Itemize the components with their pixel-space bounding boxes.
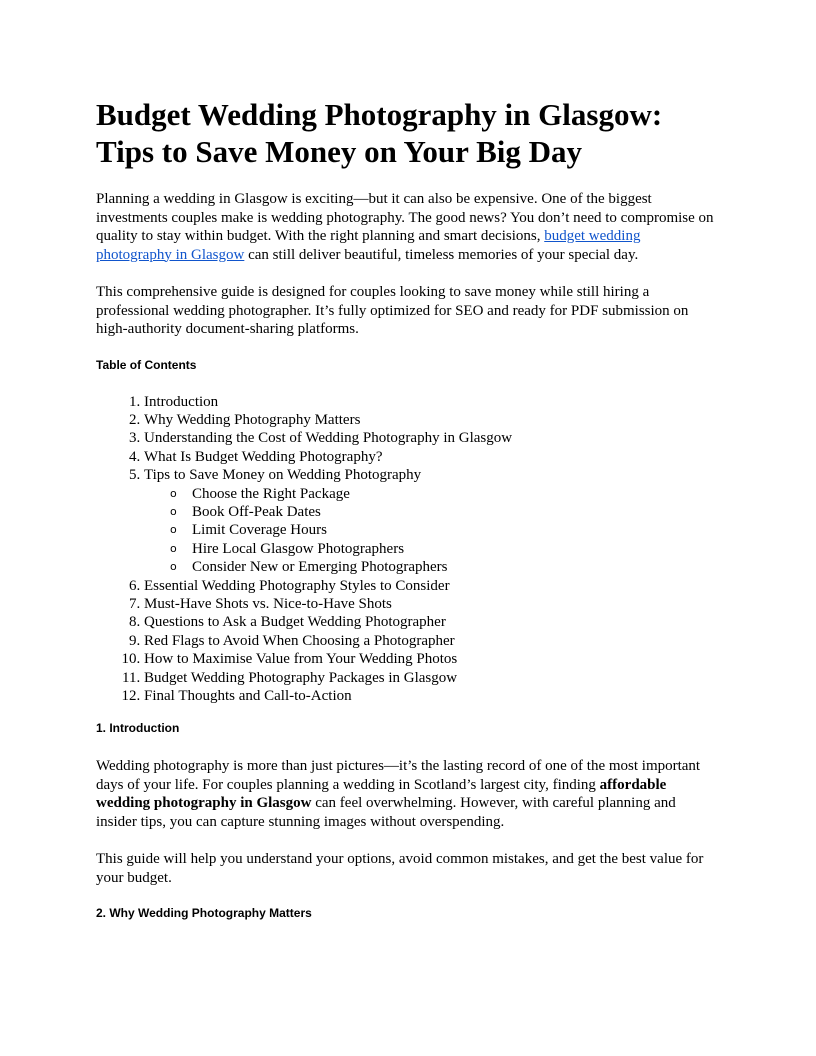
toc-item (144, 669, 720, 687)
toc-item (144, 393, 720, 411)
bullet-icon: o (170, 523, 177, 537)
section-1-bold-phrase: affordable wedding photography in Glasgow (96, 776, 667, 812)
section-1-text-end: can feel overwhelming. However, with careful planning and insider tips, you can capture stunning images without overspending. (96, 795, 676, 830)
toc-subitem (170, 503, 720, 521)
toc-item-label: Final Thoughts and Call-to-Action (144, 688, 352, 704)
toc-subitem (170, 485, 720, 503)
section-2-heading: 2. Why Wedding Photography Matters (96, 906, 312, 921)
toc-item (144, 650, 720, 668)
document-page (96, 96, 720, 941)
toc-subitem-label: Consider New or Emerging Photographers (192, 559, 448, 576)
toc-item-label: Understanding the Cost of Wedding Photography in Glasgow (144, 430, 513, 447)
toc-item (144, 411, 720, 429)
document-title (96, 96, 720, 170)
toc-item-label: Budget Wedding Photography Packages in Glasgow (144, 669, 458, 686)
toc-item-label: Tips to Save Money on Wedding Photography (144, 467, 422, 484)
bullet-icon: o (170, 541, 177, 555)
bullet-icon: o (170, 486, 177, 500)
section-1-text-start: Wedding photography is more than just pictures—it’s the lasting record of one of the most important days of your life. For couples planning a wedding in Scotland’s largest city, finding (96, 758, 701, 793)
table-of-contents (96, 393, 720, 706)
toc-item-label: Why Wedding Photography Matters (144, 411, 361, 428)
toc-item-label: Essential Wedding Photography Styles to Consider (144, 577, 450, 594)
toc-item-label: How to Maximise Value from Your Wedding Photos (144, 651, 458, 668)
toc-subitem-label: Limit Coverage Hours (192, 522, 327, 539)
toc-item (144, 632, 720, 650)
section-1-paragraph-1 (96, 757, 720, 831)
toc-subitem (170, 540, 720, 558)
intro-text-end: can still deliver beautiful, timeless memories of your special day. (244, 246, 639, 263)
toc-item (144, 448, 720, 466)
toc-item-label: Questions to Ask a Budget Wedding Photographer (144, 614, 446, 631)
budget-photography-link[interactable]: budget wedding photography in Glasgow (96, 228, 641, 263)
title-line-1: Budget Wedding Photography in Glasgow: (96, 97, 663, 132)
bullet-icon: o (170, 504, 177, 518)
toc-sublist (144, 485, 720, 577)
intro-paragraph-2: This comprehensive guide is designed for couples looking to save money while still hiring a professional wedding photographer. It’s fully optimized for SEO and ready for PDF submission on high-authority document-sharing platforms. (96, 284, 689, 337)
toc-subitem (170, 558, 720, 576)
toc-subitem-label: Book Off-Peak Dates (192, 503, 321, 520)
toc-subitem (170, 521, 720, 539)
toc-item (144, 687, 720, 705)
toc-subitem-label: Choose the Right Package (192, 485, 350, 502)
toc-item (144, 429, 720, 447)
toc-subitem-label: Hire Local Glasgow Photographers (192, 540, 405, 557)
intro-paragraph-1 (96, 190, 720, 264)
toc-item-label: What Is Budget Wedding Photography? (144, 448, 383, 465)
section-1-paragraph-2: This guide will help you understand your options, avoid common mistakes, and get the best value for your budget. (96, 851, 704, 886)
section-1-heading: 1. Introduction (96, 721, 180, 736)
toc-item-label: Introduction (144, 393, 219, 410)
title-line-2: Tips to Save Money on Your Big Day (96, 134, 583, 169)
bullet-icon: o (170, 560, 177, 574)
toc-item (144, 577, 720, 595)
toc-item (144, 595, 720, 613)
toc-item-label: Red Flags to Avoid When Choosing a Photographer (144, 632, 455, 649)
toc-item (144, 466, 720, 576)
toc-item-label: Must-Have Shots vs. Nice-to-Have Shots (144, 595, 392, 612)
toc-item (144, 613, 720, 631)
intro-text-start: Planning a wedding in Glasgow is exciting—but it can also be expensive. One of the biggest investments couples make is wedding photography. The good news? You don’t need to compromise on quality to stay within budget. With the right planning and smart decisions, (96, 191, 714, 244)
toc-heading: Table of Contents (96, 357, 197, 372)
